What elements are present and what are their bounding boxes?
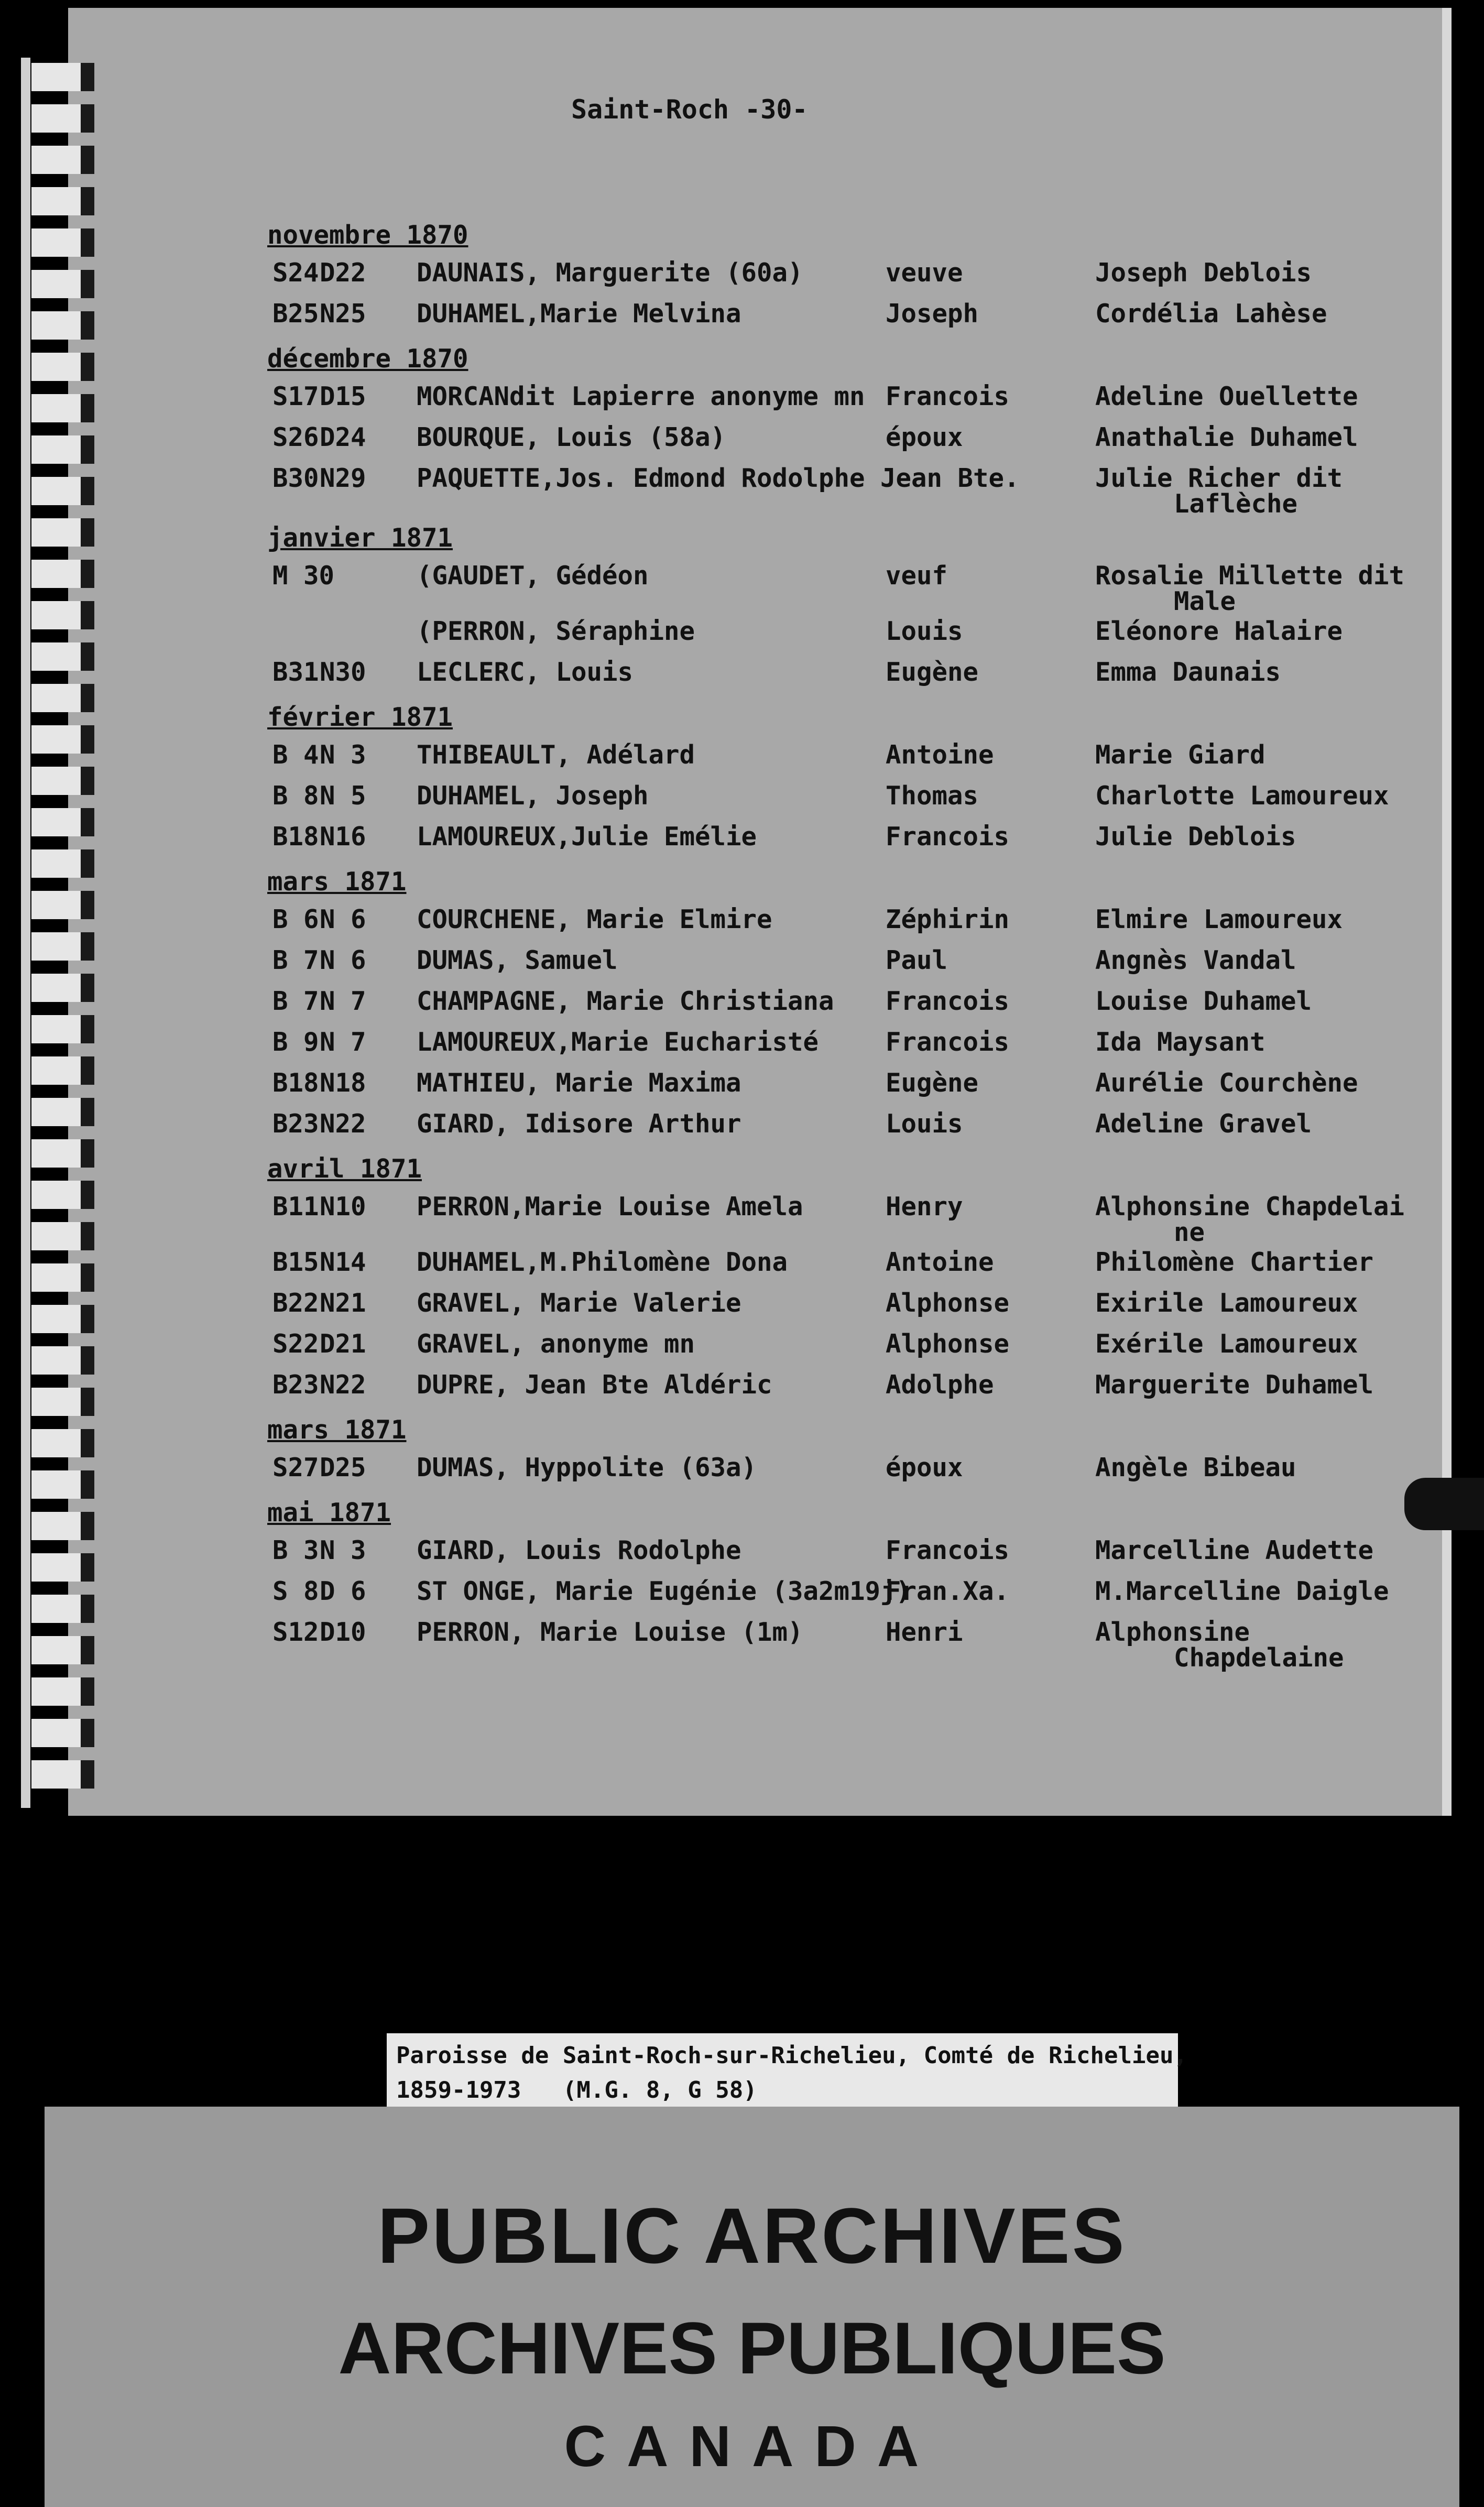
mother-name-line-2: Chapdelaine (1174, 1643, 1344, 1673)
entry-number: S17 (272, 382, 319, 411)
mother-name-line-1: Exérile Lamoureux (1095, 1329, 1358, 1359)
parent-name: Fran.Xa. (886, 1576, 1010, 1606)
record-number: N10 (320, 1192, 366, 1222)
entry-name: COURCHENE, Marie Elmire (417, 904, 772, 934)
mother-name (1095, 382, 1358, 411)
mother-name (1095, 1453, 1296, 1483)
record-number: D10 (320, 1617, 366, 1647)
entry-name: GRAVEL, Marie Valerie (417, 1288, 741, 1318)
entry-name: DAUNAIS, Marguerite (60a) (417, 258, 803, 288)
entry-number: B18 (272, 1068, 319, 1098)
stamp-line-3: CANADA (564, 2414, 940, 2479)
mother-name (1095, 822, 1296, 852)
binder-ring (31, 477, 94, 505)
record-number: N22 (320, 1109, 366, 1139)
parent-name: époux (886, 422, 963, 452)
parent-name: Francois (886, 986, 1010, 1016)
mother-name (1095, 1027, 1265, 1057)
binder-ring (31, 1098, 94, 1126)
mother-name (1095, 1576, 1389, 1606)
mother-name-line-1: Eléonore Halaire (1095, 616, 1343, 646)
record-number: N 7 (320, 986, 366, 1016)
month-heading: janvier 1871 (267, 523, 453, 553)
mother-name-line-2: ne (1174, 1217, 1205, 1247)
entry-number: B 6 (272, 904, 319, 934)
record-number: N22 (320, 1370, 366, 1400)
mother-name (1095, 463, 1343, 519)
entry-name: CHAMPAGNE, Marie Christiana (417, 986, 834, 1016)
record-number: D 6 (320, 1576, 366, 1606)
mother-name-line-1: Cordélia Lahèse (1095, 299, 1327, 329)
parent-name: Thomas (886, 781, 979, 811)
binder-spine (21, 58, 30, 1808)
binder-ring (31, 1595, 94, 1623)
binder-ring (31, 684, 94, 712)
parent-name: Louis (886, 1109, 963, 1139)
entry-number: S26 (272, 422, 319, 452)
binder-ring (31, 849, 94, 878)
mother-name-line-1: M.Marcelline Daigle (1095, 1576, 1389, 1606)
month-heading: novembre 1870 (267, 220, 468, 250)
entry-name: PAQUETTE,Jos. Edmond Rodolphe Jean Bte. (417, 463, 1020, 493)
parent-name: Joseph (886, 299, 979, 329)
binder-ring (31, 1719, 94, 1747)
record-number: N 5 (320, 781, 366, 811)
record-number: N 3 (320, 1535, 366, 1565)
mother-name-line-1: Alphonsine (1095, 1617, 1250, 1647)
entry-number: S22 (272, 1329, 319, 1359)
entry-number: B23 (272, 1109, 319, 1139)
mother-name (1095, 422, 1358, 452)
entry-number: B 7 (272, 986, 319, 1016)
mother-name-line-1: Philomène Chartier (1095, 1247, 1374, 1277)
entry-name: BOURQUE, Louis (58a) (417, 422, 726, 452)
mother-name-line-1: Alphonsine Chapdelai (1095, 1192, 1405, 1222)
record-number: N14 (320, 1247, 366, 1277)
mother-name-line-1: Marcelline Audette (1095, 1535, 1374, 1565)
page-header: Saint-Roch -30- (571, 94, 808, 125)
mother-name (1095, 1617, 1344, 1673)
mother-name-line-1: Joseph Deblois (1095, 258, 1312, 288)
binder-ring (31, 932, 94, 961)
binder-ring (31, 187, 94, 215)
record-number: D15 (320, 382, 366, 411)
entry-name: PERRON,Marie Louise Amela (417, 1192, 803, 1222)
mother-name-line-1: Julie Deblois (1095, 822, 1296, 852)
binder-ring (31, 1553, 94, 1582)
month-heading: mars 1871 (267, 1415, 407, 1445)
mother-name-line-1: Adeline Gravel (1095, 1109, 1312, 1139)
mother-name (1095, 258, 1312, 288)
mother-name-line-1: Anathalie Duhamel (1095, 422, 1358, 452)
label-line-2: 1859-1973 (M.G. 8, G 58) (396, 2077, 757, 2103)
binder-ring (31, 1512, 94, 1540)
entry-name: DUMAS, Hyppolite (63a) (417, 1453, 757, 1483)
mother-name (1095, 657, 1281, 687)
record-number: D22 (320, 258, 366, 288)
entry-number: S12 (272, 1617, 319, 1647)
record-number: N21 (320, 1288, 366, 1318)
mother-name-line-1: Ida Maysant (1095, 1027, 1265, 1057)
record-number: N 3 (320, 740, 366, 770)
record-number: N18 (320, 1068, 366, 1098)
mother-name-line-1: Louise Duhamel (1095, 986, 1312, 1016)
parent-name: Francois (886, 382, 1010, 411)
mother-name (1095, 616, 1343, 646)
binder-ring (31, 767, 94, 795)
stamp-line-1: PUBLIC ARCHIVES (377, 2192, 1127, 2280)
mother-name (1095, 561, 1404, 616)
binder-ring (31, 270, 94, 298)
parent-name: Antoine (886, 1247, 994, 1277)
mother-name (1095, 904, 1343, 934)
binder-ring (31, 1760, 94, 1789)
mother-name-line-1: Elmire Lamoureux (1095, 904, 1343, 934)
entry-name: (GAUDET, Gédéon (417, 561, 649, 591)
entry-number: B11 (272, 1192, 319, 1222)
binder-ring (31, 974, 94, 1002)
binder-ring (31, 146, 94, 174)
parent-name: veuf (886, 561, 948, 591)
binder-ring (31, 394, 94, 422)
entry-number: B18 (272, 822, 319, 852)
entry-name: THIBEAULT, Adélard (417, 740, 695, 770)
record-number: D25 (320, 1453, 366, 1483)
entry-name: LECLERC, Louis (417, 657, 634, 687)
entry-name: (PERRON, Séraphine (417, 616, 695, 646)
entry-number: S24 (272, 258, 319, 288)
mother-name (1095, 1288, 1358, 1318)
mother-name (1095, 1109, 1312, 1139)
label-line-1: Paroisse de Saint-Roch-sur-Richelieu, Comté de Richelieu, (396, 2042, 1187, 2069)
record-number: N 7 (320, 1027, 366, 1057)
mother-name (1095, 1535, 1374, 1565)
binder-ring (31, 642, 94, 671)
entry-name: GRAVEL, anonyme mn (417, 1329, 695, 1359)
stamp-line-2: ARCHIVES PUBLIQUES (338, 2307, 1166, 2389)
mother-name-line-1: Angèle Bibeau (1095, 1453, 1296, 1483)
mother-name-line-1: Rosalie Millette dit (1095, 561, 1405, 591)
entry-number: M 30 (272, 561, 335, 591)
mother-name (1095, 1329, 1358, 1359)
entry-number: B22 (272, 1288, 319, 1318)
binder-ring (31, 1305, 94, 1333)
binder-ring (31, 601, 94, 629)
mother-name-line-1: Adeline Ouellette (1095, 382, 1358, 411)
mother-name (1095, 299, 1327, 329)
entry-name: DUHAMEL,Marie Melvina (417, 299, 741, 329)
parent-name: Adolphe (886, 1370, 994, 1400)
entry-number: B23 (272, 1370, 319, 1400)
parent-name: Alphonse (886, 1329, 1010, 1359)
mother-name-line-2: Male (1174, 586, 1236, 616)
mother-name-line-1: Exirile Lamoureux (1095, 1288, 1358, 1318)
entry-name: GIARD, Louis Rodolphe (417, 1535, 741, 1565)
binder-ring (31, 1677, 94, 1706)
mother-name-line-1: Julie Richer dit (1095, 463, 1343, 493)
parent-name: Henri (886, 1617, 963, 1647)
month-heading: février 1871 (267, 702, 453, 732)
binder-ring (31, 104, 94, 133)
entry-name: ST ONGE, Marie Eugénie (3a2m19j) (417, 1576, 912, 1606)
entry-number: B31 (272, 657, 319, 687)
entry-name: GIARD, Idisore Arthur (417, 1109, 741, 1139)
binder-ring (31, 1263, 94, 1292)
entry-name: DUHAMEL, Joseph (417, 781, 649, 811)
binder-ring (31, 1181, 94, 1209)
binder-ring (31, 1015, 94, 1043)
parent-name: Eugène (886, 1068, 979, 1098)
mother-name-line-2: Laflèche (1174, 489, 1298, 519)
month-heading: avril 1871 (267, 1154, 422, 1184)
entry-name: DUPRE, Jean Bte Aldéric (417, 1370, 772, 1400)
parent-name: Francois (886, 822, 1010, 852)
binder-ring (31, 725, 94, 754)
binder-ring (31, 1346, 94, 1375)
parent-name: Paul (886, 945, 948, 975)
mother-name-line-1: Aurélie Courchène (1095, 1068, 1358, 1098)
binder-ring (31, 63, 94, 91)
parent-name: époux (886, 1453, 963, 1483)
entry-name: MATHIEU, Marie Maxima (417, 1068, 741, 1098)
entry-number: B15 (272, 1247, 319, 1277)
entry-name: LAMOUREUX,Marie Eucharisté (417, 1027, 819, 1057)
entry-number: B 4 (272, 740, 319, 770)
binder-ring (31, 353, 94, 381)
mother-name-line-1: Charlotte Lamoureux (1095, 781, 1389, 811)
parent-name: Eugène (886, 657, 979, 687)
month-heading: décembre 1870 (267, 344, 468, 374)
mother-name (1095, 986, 1312, 1016)
month-heading: mai 1871 (267, 1498, 391, 1528)
binder-ring (31, 560, 94, 588)
spiral-binding (31, 63, 105, 1808)
month-heading: mars 1871 (267, 867, 407, 897)
mother-name (1095, 1370, 1374, 1400)
archives-stamp (45, 2107, 1459, 2507)
binder-ring (31, 435, 94, 464)
mother-name-line-1: Marguerite Duhamel (1095, 1370, 1374, 1400)
entry-number: S27 (272, 1453, 319, 1483)
record-number: N 6 (320, 904, 366, 934)
record-number: D24 (320, 422, 366, 452)
entry-name: DUMAS, Samuel (417, 945, 618, 975)
binder-ring (31, 1429, 94, 1457)
mother-name-line-1: Angnès Vandal (1095, 945, 1296, 975)
record-number: N 6 (320, 945, 366, 975)
mother-name (1095, 1247, 1374, 1277)
record-number: N16 (320, 822, 366, 852)
entry-number: B 9 (272, 1027, 319, 1057)
entry-name: DUHAMEL,M.Philomène Dona (417, 1247, 788, 1277)
record-number: N25 (320, 299, 366, 329)
entry-number: S 8 (272, 1576, 319, 1606)
record-number: N29 (320, 463, 366, 493)
mother-name-line-1: Emma Daunais (1095, 657, 1281, 687)
binder-ring (31, 311, 94, 340)
mother-name (1095, 1192, 1404, 1247)
binder-ring (31, 891, 94, 919)
parent-name: Antoine (886, 740, 994, 770)
entry-number: B25 (272, 299, 319, 329)
binder-ring (31, 808, 94, 836)
parent-name: Francois (886, 1027, 1010, 1057)
collection-label (387, 2033, 1187, 2113)
binder-ring (31, 1222, 94, 1250)
binder-ring (31, 1056, 94, 1085)
mother-name (1095, 945, 1296, 975)
entry-name: PERRON, Marie Louise (1m) (417, 1617, 803, 1647)
entry-number: B 3 (272, 1535, 319, 1565)
entry-number: B 7 (272, 945, 319, 975)
mother-name-line-1: Marie Giard (1095, 740, 1265, 770)
parent-name: Zéphirin (886, 904, 1010, 934)
parent-name: Henry (886, 1192, 963, 1222)
binder-ring (31, 1470, 94, 1499)
entry-number: B30 (272, 463, 319, 493)
mother-name (1095, 740, 1265, 770)
mother-name (1095, 781, 1389, 811)
parent-name: veuve (886, 258, 963, 288)
binder-ring (31, 1388, 94, 1416)
entry-number: B 8 (272, 781, 319, 811)
record-number: D21 (320, 1329, 366, 1359)
parent-name: Alphonse (886, 1288, 1010, 1318)
parent-name: Louis (886, 616, 963, 646)
record-number: N30 (320, 657, 366, 687)
binder-ring (31, 1636, 94, 1664)
mother-name (1095, 1068, 1358, 1098)
binder-ring (31, 1139, 94, 1168)
entry-name: LAMOUREUX,Julie Emélie (417, 822, 757, 852)
binder-clip (1404, 1478, 1484, 1530)
entry-name: MORCANdit Lapierre anonyme mn (417, 382, 865, 411)
parent-name: Francois (886, 1535, 1010, 1565)
binder-ring (31, 518, 94, 547)
binder-ring (31, 228, 94, 257)
